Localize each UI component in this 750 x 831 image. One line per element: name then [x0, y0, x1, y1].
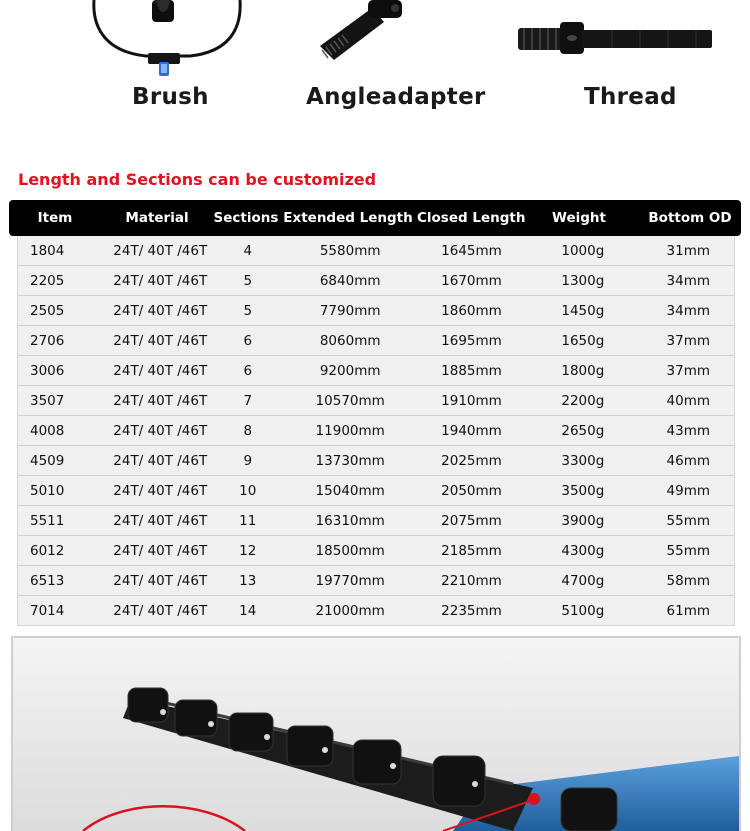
cell-sections: 9: [243, 452, 253, 469]
cell-extended-length: 10570mm: [315, 392, 385, 409]
table-header: [9, 200, 741, 236]
table-row: [18, 296, 734, 326]
cell-closed-length: 2050mm: [441, 482, 502, 499]
cell-closed-length: 1670mm: [441, 272, 502, 289]
cell-material: 24T/ 40T /46T: [113, 572, 208, 589]
cell-closed-length: 1645mm: [441, 242, 502, 259]
cell-closed-length: 1940mm: [441, 422, 502, 439]
accessory-angle-adapter: [300, 0, 490, 120]
cell-sections: 7: [243, 392, 253, 409]
cell-closed-length: 1910mm: [441, 392, 502, 409]
cell-sections: 5: [243, 302, 253, 319]
table-row: [18, 446, 734, 476]
brush-head-icon: [88, 0, 248, 80]
cell-extended-length: 18500mm: [315, 542, 385, 559]
table-row: [18, 596, 734, 625]
table-row: [18, 506, 734, 536]
cell-sections: 11: [239, 512, 257, 529]
table-row: [18, 386, 734, 416]
thread-adapter-icon: [512, 0, 722, 60]
cell-weight: 1000g: [561, 242, 605, 259]
cell-bottom-od: 46mm: [666, 452, 710, 469]
cell-sections: 14: [239, 602, 257, 619]
table-row: [18, 416, 734, 446]
header-weight: Weight: [552, 210, 606, 226]
cell-material: 24T/ 40T /46T: [113, 332, 208, 349]
cell-item: 6012: [30, 542, 65, 559]
table-row: [18, 356, 734, 386]
cell-item: 2205: [30, 272, 65, 289]
cell-closed-length: 2210mm: [441, 572, 502, 589]
cell-extended-length: 8060mm: [319, 332, 381, 349]
table-row: [18, 476, 734, 506]
cell-weight: 1300g: [561, 272, 605, 289]
cell-weight: 4700g: [561, 572, 605, 589]
cell-weight: 1650g: [561, 332, 605, 349]
accessory-brush: [88, 0, 248, 120]
cell-extended-length: 11900mm: [315, 422, 385, 439]
cell-weight: 2650g: [561, 422, 605, 439]
cell-material: 24T/ 40T /46T: [113, 602, 208, 619]
cell-bottom-od: 34mm: [666, 272, 710, 289]
table-row: [18, 326, 734, 356]
cell-material: 24T/ 40T /46T: [113, 302, 208, 319]
cell-bottom-od: 61mm: [666, 602, 710, 619]
cell-item: 4008: [30, 422, 65, 439]
cell-extended-length: 16310mm: [315, 512, 385, 529]
cell-weight: 4300g: [561, 542, 605, 559]
customization-banner: Length and Sections can be customized: [18, 170, 377, 189]
cell-material: 24T/ 40T /46T: [113, 512, 208, 529]
cell-item: 5511: [30, 512, 65, 529]
header-material: Material: [125, 210, 189, 226]
product-photo: [11, 636, 741, 831]
cell-bottom-od: 37mm: [666, 332, 710, 349]
cell-sections: 6: [243, 362, 253, 379]
cell-material: 24T/ 40T /46T: [113, 392, 208, 409]
cell-bottom-od: 49mm: [666, 482, 710, 499]
cell-bottom-od: 37mm: [666, 362, 710, 379]
header-extended-length: Extended Length: [283, 210, 413, 226]
header-item: Item: [37, 210, 73, 226]
cell-bottom-od: 58mm: [666, 572, 710, 589]
telescopic-pole-photo: [13, 638, 739, 831]
cell-weight: 2200g: [561, 392, 605, 409]
table-row: [18, 566, 734, 596]
cell-sections: 4: [243, 242, 253, 259]
cell-weight: 1450g: [561, 302, 605, 319]
spec-table: [9, 200, 741, 626]
cell-bottom-od: 55mm: [666, 542, 710, 559]
cell-weight: 3500g: [561, 482, 605, 499]
cell-sections: 12: [239, 542, 257, 559]
cell-item: 3507: [30, 392, 65, 409]
angle-adapter-icon: [300, 0, 490, 70]
accessory-label: Thread: [584, 84, 677, 110]
cell-extended-length: 7790mm: [319, 302, 381, 319]
cell-item: 2706: [30, 332, 65, 349]
cell-sections: 13: [239, 572, 257, 589]
cell-item: 5010: [30, 482, 65, 499]
cell-extended-length: 9200mm: [319, 362, 381, 379]
cell-bottom-od: 31mm: [666, 242, 710, 259]
table-row: [18, 536, 734, 566]
table-row: [18, 266, 734, 296]
cell-sections: 5: [243, 272, 253, 289]
cell-closed-length: 2235mm: [441, 602, 502, 619]
accessory-label: Brush: [132, 84, 209, 110]
cell-item: 3006: [30, 362, 65, 379]
cell-sections: 8: [243, 422, 253, 439]
cell-material: 24T/ 40T /46T: [113, 242, 208, 259]
cell-material: 24T/ 40T /46T: [113, 362, 208, 379]
cell-extended-length: 15040mm: [315, 482, 385, 499]
cell-closed-length: 2025mm: [441, 452, 502, 469]
cell-bottom-od: 43mm: [666, 422, 710, 439]
cell-bottom-od: 40mm: [666, 392, 710, 409]
cell-extended-length: 13730mm: [315, 452, 385, 469]
accessory-thread: [512, 0, 722, 120]
cell-sections: 10: [239, 482, 257, 499]
cell-extended-length: 6840mm: [319, 272, 381, 289]
cell-material: 24T/ 40T /46T: [113, 452, 208, 469]
cell-item: 1804: [30, 242, 65, 259]
cell-sections: 6: [243, 332, 253, 349]
cell-weight: 5100g: [561, 602, 605, 619]
cell-closed-length: 2185mm: [441, 542, 502, 559]
cell-material: 24T/ 40T /46T: [113, 272, 208, 289]
cell-extended-length: 21000mm: [315, 602, 385, 619]
cell-material: 24T/ 40T /46T: [113, 542, 208, 559]
header-sections: Sections: [213, 210, 279, 226]
accessory-label: Angleadapter: [306, 84, 486, 110]
header-bottom-od: Bottom OD: [648, 210, 732, 226]
cell-bottom-od: 34mm: [666, 302, 710, 319]
cell-material: 24T/ 40T /46T: [113, 422, 208, 439]
table-row: [18, 236, 734, 266]
cell-closed-length: 2075mm: [441, 512, 502, 529]
cell-closed-length: 1695mm: [441, 332, 502, 349]
cell-closed-length: 1860mm: [441, 302, 502, 319]
cell-weight: 3900g: [561, 512, 605, 529]
cell-extended-length: 5580mm: [319, 242, 381, 259]
cell-extended-length: 19770mm: [315, 572, 385, 589]
table-body: [17, 236, 735, 626]
cell-bottom-od: 55mm: [666, 512, 710, 529]
cell-weight: 1800g: [561, 362, 605, 379]
cell-item: 4509: [30, 452, 65, 469]
cell-weight: 3300g: [561, 452, 605, 469]
cell-closed-length: 1885mm: [441, 362, 502, 379]
cell-item: 6513: [30, 572, 65, 589]
header-closed-length: Closed Length: [417, 210, 526, 226]
cell-material: 24T/ 40T /46T: [113, 482, 208, 499]
cell-item: 2505: [30, 302, 65, 319]
cell-item: 7014: [30, 602, 65, 619]
